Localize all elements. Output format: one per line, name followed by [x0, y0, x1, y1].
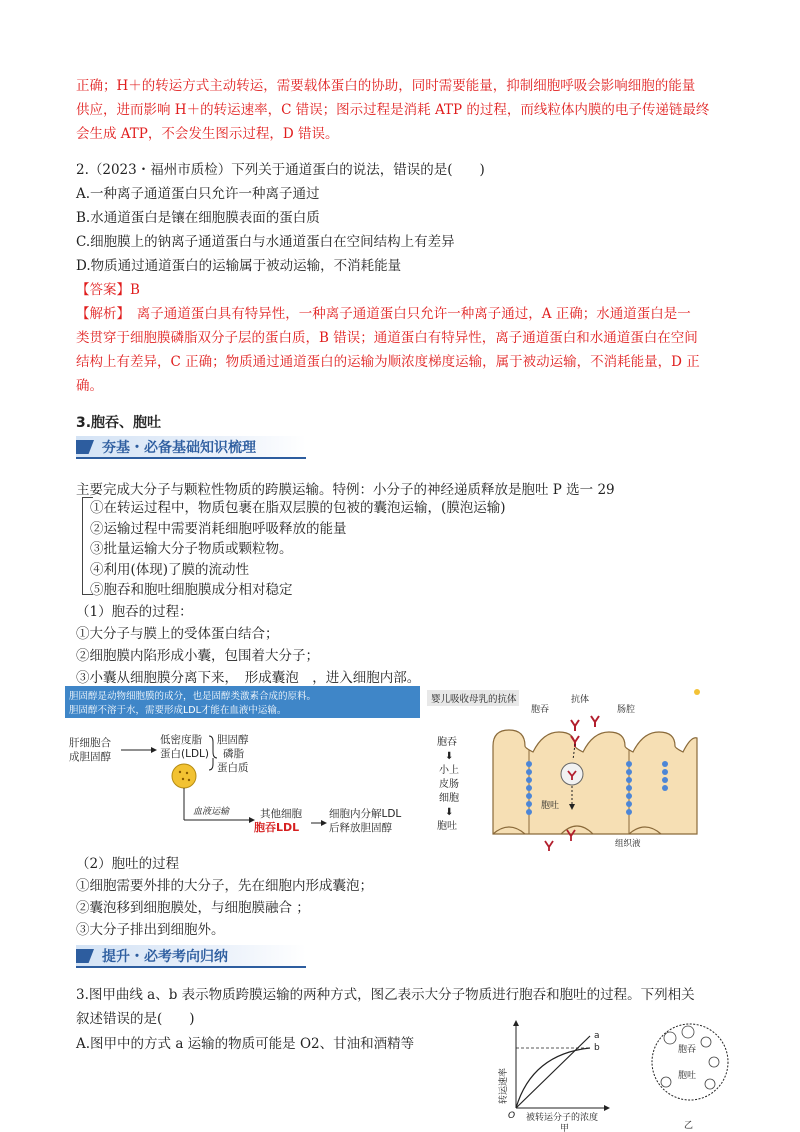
- option-d: D.物质通过通道蛋白的运输属于被动运输，不消耗能量: [76, 258, 402, 274]
- x-axis-label: 被转运分子的浓度: [526, 1113, 599, 1123]
- other-cells-label: 其他细胞: [260, 808, 302, 820]
- point: ①在转运过程中，物质包裹在脂双层膜的包被的囊泡运输，(膜泡运输): [90, 500, 506, 516]
- banner-line: 胆固醇不溶于水，需要形成LDL才能在血液中运输。: [69, 705, 287, 716]
- analysis-line: 结构上有差异，C 正确；物质通过通道蛋白的运输为顺浓度梯度运输，属于被动运输，不消耗能量，D 正: [76, 354, 700, 370]
- graph-caption: 甲: [560, 1124, 570, 1132]
- answer-key: 【答案】B: [76, 282, 140, 298]
- tissue-fluid-label: 组织液: [615, 839, 641, 849]
- svg-text:⬇: ⬇: [445, 807, 454, 818]
- ldl-label: 蛋白(LDL): [160, 748, 209, 760]
- analysis-line: 类贯穿于细胞膜磷脂双分子层的蛋白质，B 错误；通道蛋白有特异性，离子通道蛋白和水通道蛋白在空间: [76, 330, 698, 346]
- section-bar-advanced: [76, 945, 306, 967]
- graph-caption: 乙: [684, 1121, 694, 1131]
- endocytosis-title: （1）胞吞的过程：: [76, 604, 193, 620]
- liver-label: 肝细胞合: [69, 737, 111, 749]
- flow-label: 胞吐: [437, 821, 457, 832]
- ldl-figure: [65, 686, 420, 846]
- endocytosis-label: 胞吞: [678, 1045, 697, 1055]
- arrow-head: [321, 820, 327, 826]
- question-stem: 3.图甲曲线 a、b 表示物质跨膜运输的两种方式，图乙表示大分子物质进行胞吞和胞吐的过程。下列相关: [76, 987, 695, 1003]
- lumen-label: 肠腔: [617, 705, 636, 715]
- exocytosis-steps: [76, 853, 373, 941]
- section-bar-basics: [76, 436, 306, 458]
- svg-text:⬇: ⬇: [445, 751, 454, 762]
- result-label: 细胞内分解LDL: [329, 808, 402, 820]
- ldl-label: 低密度脂: [160, 734, 202, 746]
- step: ③大分子排出到细胞外。: [76, 922, 225, 938]
- step: ①细胞需要外排的大分子，先在细胞内形成囊泡；: [76, 878, 373, 894]
- liver-label: 成胆固醇: [69, 751, 111, 763]
- cell-membrane: [652, 1024, 728, 1100]
- brace: [209, 758, 213, 770]
- question-3: [76, 983, 736, 1031]
- flow-label: 皮肠: [439, 779, 459, 790]
- bar-title: 夯基・必备基础知识梳理: [102, 440, 256, 456]
- endocytose-ldl-label: 胞吞LDL: [254, 821, 300, 834]
- endocytosis-label: 胞吞: [531, 705, 550, 715]
- banner-line: 胆固醇是动物细胞膜的成分，也是固醇类激素合成的原料。: [69, 691, 317, 702]
- analysis-label: 【解析】: [76, 306, 124, 322]
- graph-jia: [498, 1018, 628, 1132]
- y-axis-label: 转运速率: [499, 1067, 509, 1104]
- exocytosis-label: 胞吐: [541, 801, 560, 811]
- option-c: C.细胞膜上的钠离子通道蛋白与水通道蛋白在空间结构上有差异: [76, 234, 455, 250]
- exocytosis-title: （2）胞吐的过程: [76, 856, 180, 872]
- points-list: [90, 498, 506, 601]
- vesicle-icon: [561, 763, 583, 785]
- blood-label: 血液运输: [193, 807, 230, 817]
- brace: [209, 736, 217, 758]
- analysis: [76, 302, 736, 326]
- step: ③小囊从细胞膜分离下来， 形成囊泡 ，进入细胞内部。: [76, 670, 421, 686]
- endocytosis-steps: [76, 601, 420, 689]
- curve-a-label: a: [594, 1031, 600, 1041]
- question-stem: 2.（2023・福州市质检）下列关于通道蛋白的说法，错误的是( ): [76, 162, 485, 178]
- ldl-particle-icon: [172, 764, 196, 788]
- flow-label: 小上: [439, 765, 459, 776]
- component: 磷脂: [223, 748, 244, 760]
- answer-continuation: [76, 74, 736, 146]
- section-intro: 主要完成大分子与颗粒性物质的跨膜运输。特例：小分子的神经递质释放是胞吐 P 选一 29: [76, 482, 615, 498]
- point: ③批量运输大分子物质或颗粒物。: [90, 541, 293, 557]
- origin-label: O: [508, 1111, 516, 1121]
- step: ②囊泡移到细胞膜处，与细胞膜融合 ；: [76, 900, 310, 916]
- question-stem: 叙述错误的是( ): [76, 1011, 195, 1027]
- component: 胆固醇: [217, 734, 249, 746]
- answer-line: 供应，进而影响 H＋的转运速率，C 错误；图示过程是消耗 ATP 的过程，而线粒体内膜的电子传递链最终: [76, 102, 710, 118]
- result-label: 后释放胆固醇: [329, 822, 392, 834]
- flow-label: 胞吞: [437, 737, 457, 748]
- option-a: A.一种离子通道蛋白只允许一种离子通过: [76, 186, 320, 202]
- point: ②运输过程中需要消耗细胞呼吸释放的能量: [90, 520, 347, 537]
- antibody-label: 抗体: [571, 695, 590, 705]
- point: ⑤胞吞和胞吐细胞膜成分相对稳定: [90, 582, 293, 598]
- analysis-line: 离子通道蛋白具有特异性，一种离子通道蛋白只允许一种离子通过，A 正确；水通道蛋白是一: [123, 306, 691, 322]
- answer-line: 会生成 ATP，不会发生图示过程，D 错误。: [76, 126, 339, 142]
- answer-line: 正确；H＋的转运方式主动转运，需要载体蛋白的协助，同时需要能量，抑制细胞呼吸会影响细胞的能量: [76, 78, 696, 94]
- infant-antibody-figure: [425, 686, 705, 852]
- curve-a: [516, 1036, 590, 1108]
- section-heading: 3.胞吞、胞吐: [76, 415, 162, 431]
- component: 蛋白质: [217, 762, 249, 774]
- option-a: A.图甲中的方式 a 运输的物质可能是 O2、甘油和酒精等: [76, 1036, 415, 1052]
- exocytosis-label: 胞吐: [678, 1071, 697, 1081]
- step: ②细胞膜内陷形成小囊，包围着大分子；: [76, 648, 319, 664]
- option-b: B.水通道蛋白是镶在细胞膜表面的蛋白质: [76, 210, 320, 226]
- step: ①大分子与膜上的受体蛋白结合；: [76, 626, 279, 642]
- figure-title: 婴儿吸收母乳的抗体: [431, 694, 517, 705]
- bar-title: 提升・必考考向归纳: [102, 949, 228, 965]
- analysis-line: 确。: [76, 378, 103, 394]
- point: ④利用(体现)了膜的流动性: [90, 561, 250, 578]
- graph-yi: [648, 1016, 734, 1132]
- arrow-head: [151, 747, 157, 753]
- question-2: [76, 158, 736, 398]
- curve-b-label: b: [594, 1043, 600, 1053]
- curve-b: [516, 1048, 590, 1108]
- flow-label: 细胞: [439, 793, 459, 804]
